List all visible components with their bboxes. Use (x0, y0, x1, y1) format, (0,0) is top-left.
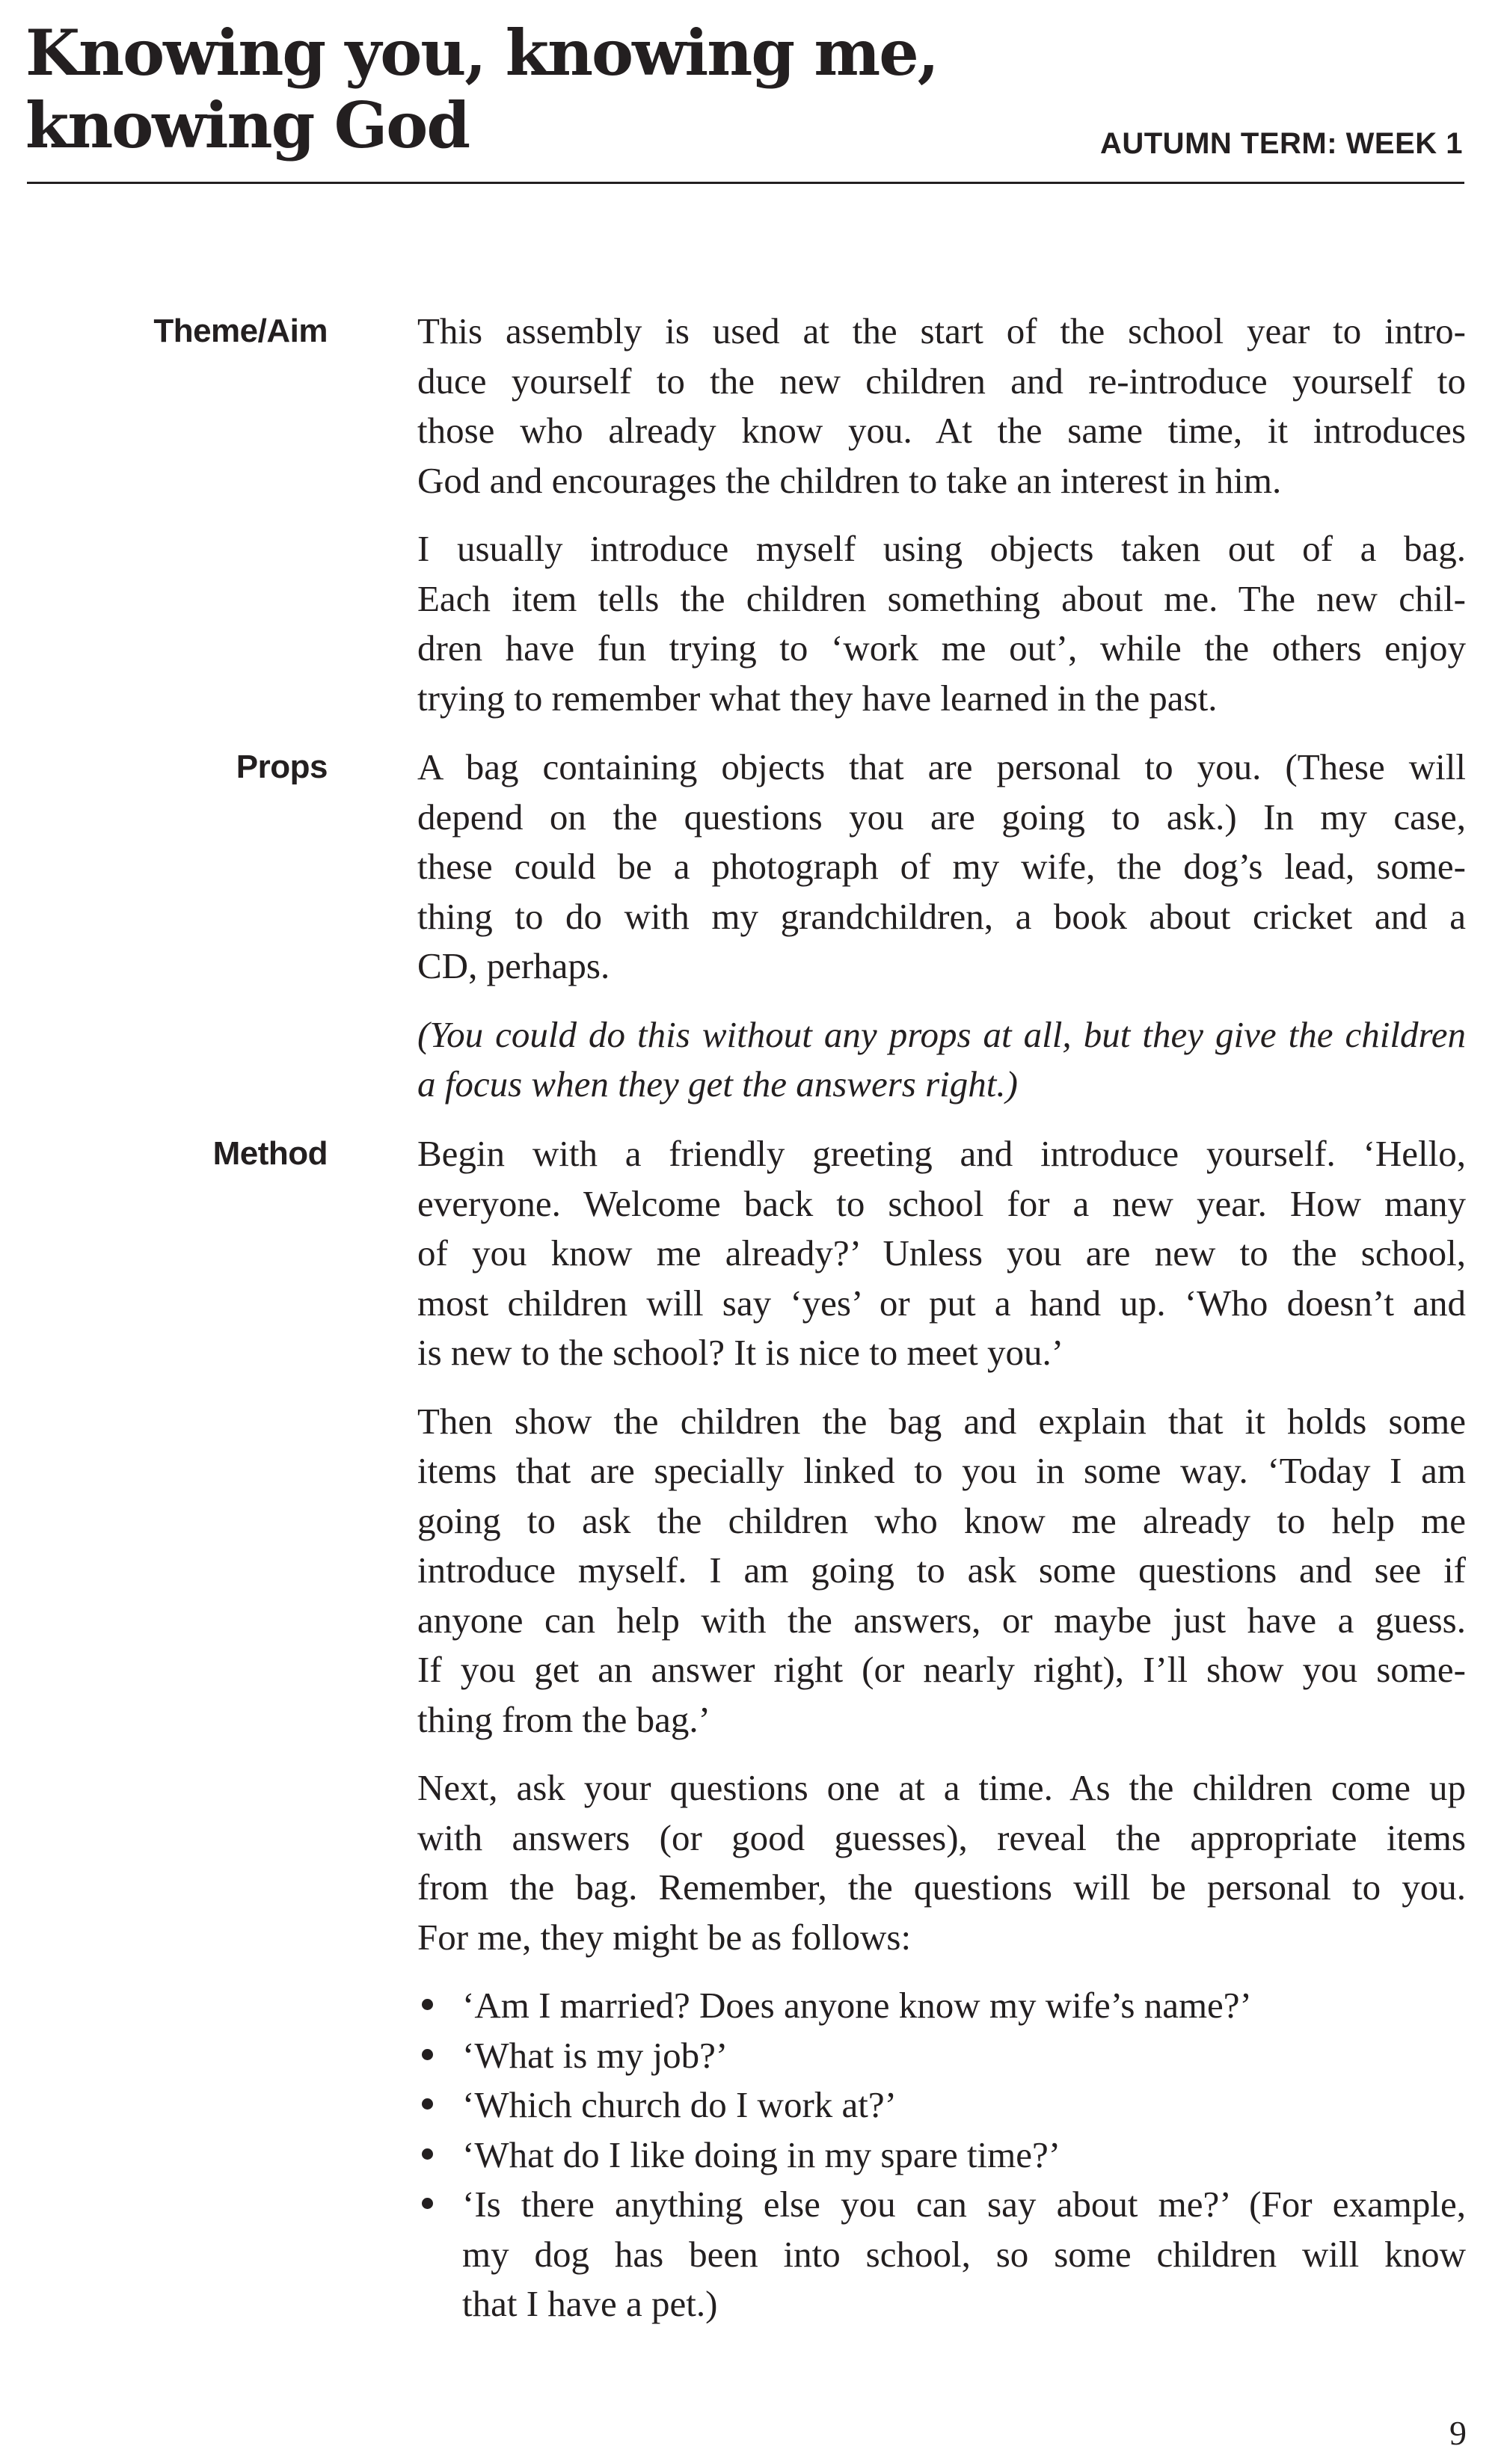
text-line: ‘Is there anything else you can say about me?’ (For example, (462, 2184, 1466, 2225)
bullet-icon (422, 2198, 433, 2209)
text-line: Next, ask your questions one at a time. As the children come up (417, 1767, 1466, 1808)
text-line: dren have fun trying to ‘work me out’, while the others enjoy (417, 627, 1466, 669)
text-line: depend on the questions you are going to ask.) In my case, (417, 796, 1466, 838)
text-line: Begin with a friendly greeting and introduce yourself. ‘Hello, (417, 1133, 1466, 1174)
paragraph (417, 1129, 1466, 1378)
question-list (417, 1981, 1466, 2329)
list-item (417, 2180, 1466, 2329)
text-line: items that are specially linked to you in some way. ‘Today I am (417, 1450, 1466, 1491)
paragraph (417, 1397, 1466, 1745)
text-line: from the bag. Remember, the questions will be personal to you. (417, 1867, 1466, 1908)
text-line: ‘What is my job?’ (462, 2034, 728, 2076)
text-line: thing from the bag.’ (417, 1698, 710, 1740)
bullet-icon (422, 2098, 433, 2110)
title-line-2: knowing God (25, 88, 470, 162)
text-line: God and encourages the children to take an interest in him. (417, 459, 1282, 501)
text-line: introduce myself. I am going to ask some questions and see if (417, 1549, 1466, 1591)
section-label-props: Props (236, 749, 328, 785)
text-line: ‘Which church do I work at?’ (462, 2084, 897, 2125)
text-line: CD, perhaps. (417, 945, 610, 986)
text-line: Each item tells the children something about me. The new chil- (417, 577, 1466, 619)
text-line: of you know me already?’ Unless you are new to the school, (417, 1232, 1466, 1274)
term-week-label: AUTUMN TERM: WEEK 1 (1099, 127, 1463, 160)
paragraph (417, 743, 1466, 992)
text-line: For me, they might be as follows: (417, 1916, 912, 1958)
header-rule (27, 182, 1464, 184)
title-line-1: Knowing you, knowing me, (25, 16, 938, 90)
bullet-icon (422, 2049, 433, 2060)
text-line: is new to the school? It is nice to meet you.’ (417, 1332, 1064, 1373)
paragraph (417, 524, 1466, 723)
page-number: 9 (1449, 2414, 1467, 2452)
section-content-method (417, 1129, 1466, 2329)
text-line: those who already know you. At the same time, it introduces (417, 410, 1466, 451)
text-line: duce yourself to the new children and re-introduce yourself to (417, 360, 1466, 402)
list-item (417, 2031, 1466, 2081)
page-title (25, 16, 938, 162)
section-content-props (417, 743, 1466, 1128)
text-line: A bag containing objects that are personal to you. (These will (417, 746, 1466, 787)
list-item (417, 2130, 1466, 2181)
text-line: Then show the children the bag and explain that it holds some (417, 1400, 1466, 1442)
list-item (417, 1981, 1466, 2031)
section-content-theme-aim (417, 307, 1466, 742)
text-line: these could be a photograph of my wife, the dog’s lead, some- (417, 846, 1466, 887)
text-line: trying to remember what they have learned in the past. (417, 677, 1218, 719)
bullet-icon (422, 1999, 433, 2010)
text-line: ‘What do I like doing in my spare time?’ (462, 2133, 1061, 2175)
paragraph (417, 1763, 1466, 1962)
text-line: everyone. Welcome back to school for a new year. How many (417, 1182, 1466, 1224)
text-line: a focus when they get the answers right.) (417, 1063, 1018, 1105)
section-label-theme-aim: Theme/Aim (153, 313, 328, 349)
text-line: (You could do this without any props at all, but they give the children (417, 1013, 1466, 1055)
italic-note (417, 1010, 1466, 1110)
text-line: that I have a pet.) (462, 2283, 718, 2324)
text-line: This assembly is used at the start of the school year to intro- (417, 310, 1466, 351)
list-item (417, 2080, 1466, 2130)
section-label-method: Method (212, 1135, 328, 1172)
text-line: If you get an answer right (or nearly right), I’ll show you some- (417, 1649, 1466, 1690)
text-line: going to ask the children who know me already to help me (417, 1499, 1466, 1541)
text-line: my dog has been into school, so some children will know (462, 2233, 1466, 2275)
text-line: anyone can help with the answers, or maybe just have a guess. (417, 1599, 1466, 1641)
text-line: most children will say ‘yes’ or put a hand up. ‘Who doesn’t and (417, 1282, 1466, 1324)
text-line: thing to do with my grandchildren, a book about cricket and a (417, 895, 1466, 937)
text-line: I usually introduce myself using objects taken out of a bag. (417, 528, 1466, 569)
text-line: with answers (or good guesses), reveal the appropriate items (417, 1816, 1466, 1858)
paragraph (417, 307, 1466, 506)
text-line: ‘Am I married? Does anyone know my wife’s name?’ (462, 1985, 1252, 2026)
bullet-icon (422, 2148, 433, 2160)
